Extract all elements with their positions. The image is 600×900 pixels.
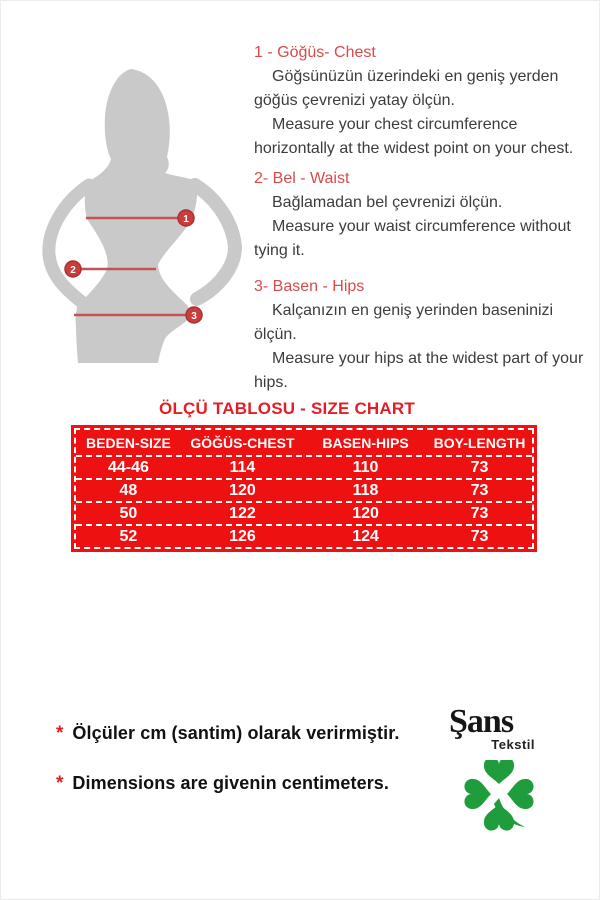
table-row bbox=[76, 478, 532, 501]
cell-chest: 126 bbox=[229, 527, 256, 545]
cell-hips: 124 bbox=[352, 527, 379, 545]
cell-size: 50 bbox=[119, 504, 138, 522]
asterisk-marker: * bbox=[56, 723, 64, 744]
cell-size: 52 bbox=[119, 527, 138, 545]
section-hips bbox=[254, 275, 599, 395]
measurement-figure bbox=[31, 61, 251, 391]
cell-length: 73 bbox=[470, 504, 489, 522]
chest-marker-number: 1 bbox=[183, 214, 189, 225]
section-waist-heading: 2- Bel - Waist bbox=[254, 170, 350, 187]
section-chest-text-tr: Göğsünüzün üzerindeki en geniş yerden göğüs çevrenizi yatay ölçün. bbox=[254, 68, 559, 109]
size-chart-title: ÖLÇÜ TABLOSU - SIZE CHART bbox=[159, 399, 415, 418]
col-header-boy-length: BOY-LENGTH bbox=[433, 434, 526, 451]
cell-size: 48 bbox=[119, 481, 138, 499]
section-waist-text-tr: Bağlamadan bel çevrenizi ölçün. bbox=[272, 194, 503, 211]
table-row bbox=[76, 455, 532, 478]
cell-hips: 120 bbox=[352, 504, 379, 522]
cell-chest: 120 bbox=[229, 481, 256, 499]
table-row bbox=[76, 524, 532, 547]
section-chest-heading: 1 - Göğüs- Chest bbox=[254, 44, 376, 61]
waist-marker-number: 2 bbox=[70, 265, 76, 276]
note-units-tr bbox=[56, 723, 399, 745]
cell-length: 73 bbox=[470, 458, 489, 476]
section-hips-heading: 3- Basen - Hips bbox=[254, 278, 365, 295]
section-hips-text-en: Measure your hips at the widest part of your hips. bbox=[254, 350, 584, 391]
silhouette-left-arm bbox=[49, 185, 89, 303]
asterisk-marker: * bbox=[56, 773, 64, 794]
cell-chest: 122 bbox=[229, 504, 256, 522]
brand-name: Şans bbox=[449, 703, 514, 740]
col-header-basen-hips: BASEN-HIPS bbox=[322, 434, 409, 451]
hips-marker-number: 3 bbox=[191, 311, 197, 322]
size-chart-table bbox=[71, 425, 537, 552]
section-waist bbox=[254, 167, 599, 263]
female-silhouette-illustration bbox=[31, 61, 251, 391]
note-units-tr-text: Ölçüler cm (santim) olarak verirmiştir. bbox=[72, 723, 400, 743]
cell-hips: 110 bbox=[352, 458, 379, 476]
size-chart-table-inner bbox=[74, 428, 534, 549]
table-row bbox=[76, 501, 532, 524]
note-units-en-text: Dimensions are givenin centimeters. bbox=[72, 773, 390, 793]
cell-size: 44-46 bbox=[107, 458, 149, 476]
clover-icon bbox=[461, 760, 541, 840]
cell-length: 73 bbox=[470, 527, 489, 545]
section-hips-text-tr: Kalçanızın en geniş yerinden baseninizi ölçün. bbox=[254, 302, 554, 343]
col-header-beden-size: BEDEN-SIZE bbox=[86, 434, 171, 451]
cell-hips: 118 bbox=[352, 481, 379, 499]
brand-logo bbox=[449, 705, 559, 845]
section-chest-text-en: Measure your chest circumference horizontally at the widest point on your chest. bbox=[254, 116, 574, 157]
section-waist-text-en: Measure your waist circumference without tying it. bbox=[254, 218, 571, 259]
table-header-row bbox=[76, 430, 532, 455]
brand-subtitle: Tekstil bbox=[491, 737, 535, 752]
cell-length: 73 bbox=[470, 481, 489, 499]
cell-chest: 114 bbox=[229, 458, 256, 476]
note-units-en bbox=[56, 773, 389, 795]
silhouette-right-arm bbox=[195, 185, 235, 299]
col-header-gogus-chest: GÖĞÜS-CHEST bbox=[190, 434, 295, 451]
section-chest bbox=[254, 41, 599, 161]
